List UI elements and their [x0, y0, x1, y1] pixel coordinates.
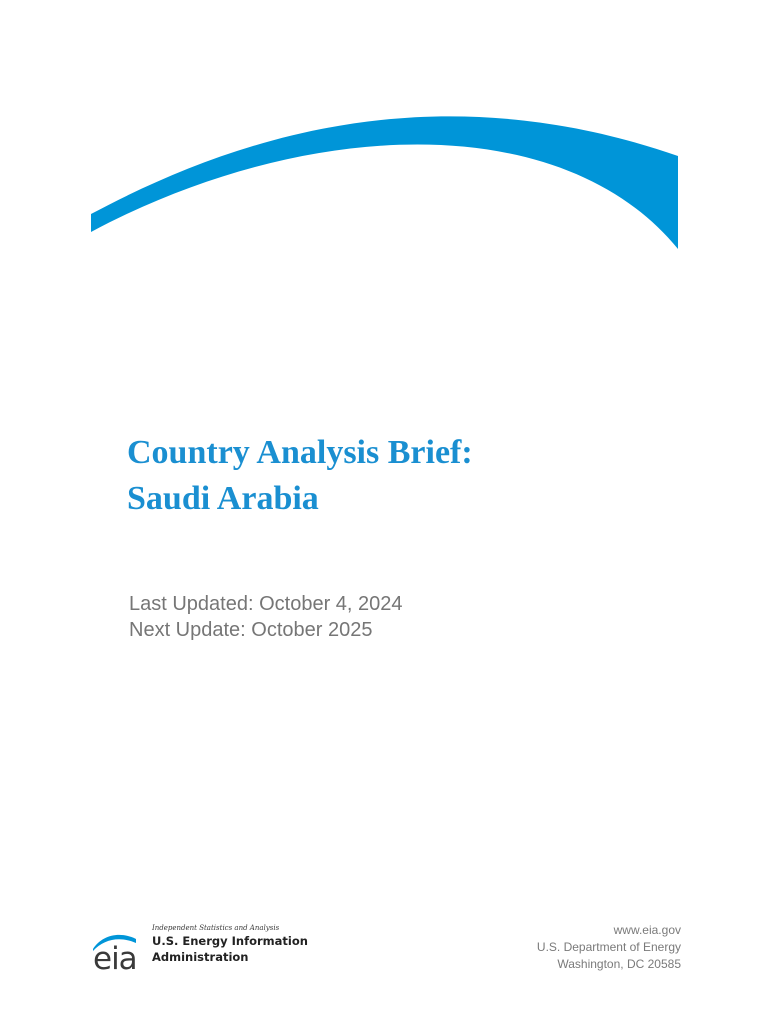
logo-mark-text: eia	[93, 941, 137, 977]
header-swoosh-graphic	[0, 0, 768, 300]
next-update-text: Next Update: October 2025	[129, 619, 373, 641]
department-text: U.S. Department of Energy	[536, 940, 681, 954]
contact-info	[431, 922, 681, 973]
title-line-2: Saudi Arabia	[127, 480, 319, 517]
last-updated-text: Last Updated: October 4, 2024	[129, 593, 403, 615]
address-text: Washington, DC 20585	[557, 957, 681, 971]
website-text: www.eia.gov	[613, 923, 681, 937]
swoosh-shape	[91, 116, 678, 249]
logo-tagline: Independent Statistics and Analysis	[152, 924, 280, 932]
eia-logo	[90, 923, 320, 975]
title-line-1: Country Analysis Brief:	[127, 434, 473, 471]
logo-name-line-2: Administration	[152, 950, 249, 964]
eia-logo-mark	[90, 929, 146, 975]
title-block	[127, 430, 687, 522]
update-dates	[129, 591, 629, 643]
logo-name-line-1: U.S. Energy Information	[152, 934, 308, 948]
logo-text	[152, 923, 322, 965]
